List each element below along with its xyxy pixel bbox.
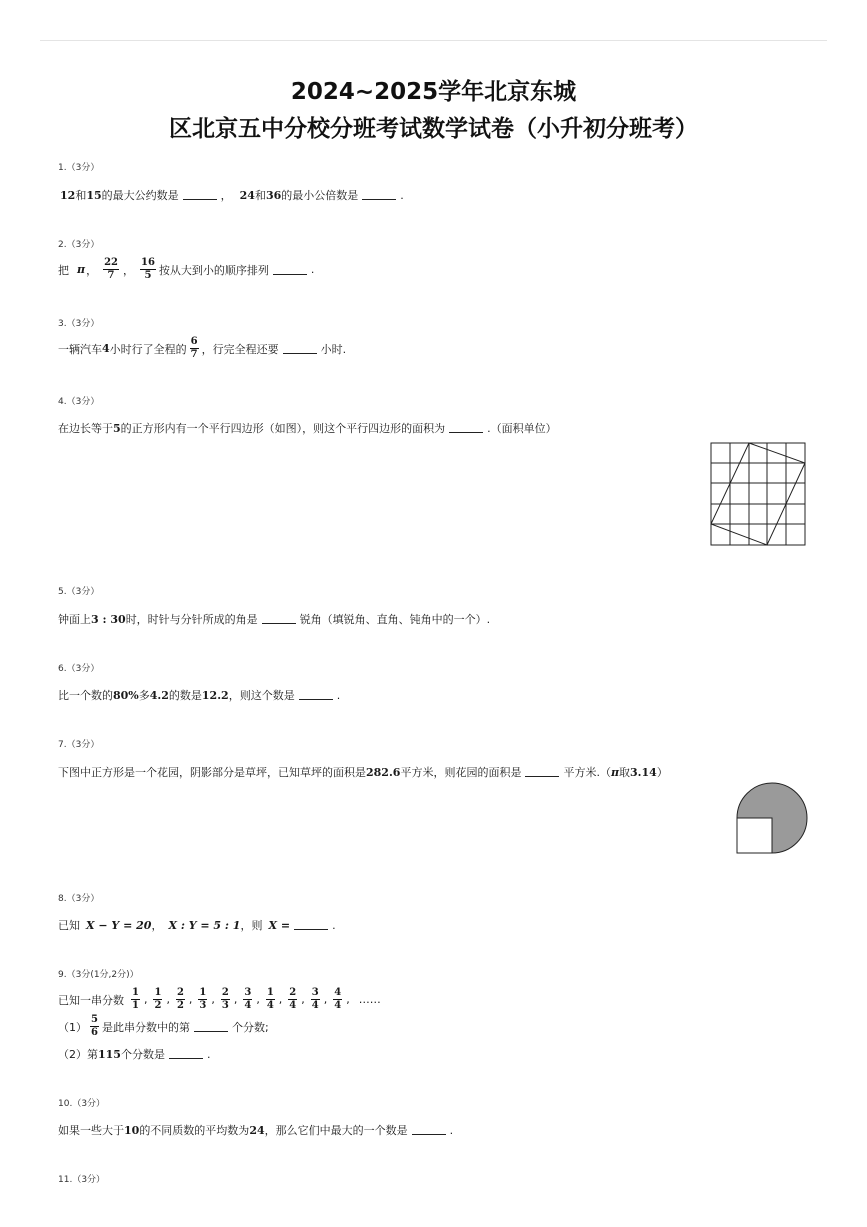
q9-part2-label: （2）: [58, 1048, 87, 1061]
q9-fraction: $\frac{3}{4}$: [244, 987, 252, 1011]
q7-text: ）: [656, 766, 668, 779]
q6-num-12-2: 12.2: [201, 688, 229, 702]
question-7-body: [58, 764, 668, 780]
q10-num-24: 24: [249, 1123, 265, 1137]
q3-num-4: 4: [102, 342, 110, 355]
question-9-body: 已知一串分数 $\frac{1}{1}$ , $\frac{1}{2}$ , $\frac{2}{2}$ , $\frac{1}{3}$ , $\frac{2}{3}$ , $\frac{3}{4}$ , $\frac{1}{4}$ , $\frac{2}{4}$ , $\frac{3}{4}$ , $\frac{4}{4}$ , ……: [58, 987, 381, 1011]
question-8-header: 8.（3分）: [58, 894, 100, 904]
q1-num-24: 24: [239, 188, 255, 202]
q8-equation-3: X =: [268, 918, 291, 932]
q7-text: 取: [619, 766, 631, 779]
q6-text: 比一个数的: [58, 689, 113, 702]
question-10-header: 10.（3分）: [58, 1099, 106, 1109]
q10-num-10: 10: [124, 1123, 140, 1137]
q5-text: 锐角（填锐角、直角、钝角中的一个）.: [299, 613, 491, 626]
q7-num-282-6: 282.6: [366, 765, 401, 779]
q4-text: .（面积单位）: [487, 422, 557, 435]
q1-answer-blank-1[interactable]: [183, 198, 217, 200]
q9-fraction: $\frac{1}{1}$: [132, 987, 139, 1011]
q9-text: 个分数是: [120, 1048, 165, 1061]
question-3-body: [58, 336, 346, 361]
q4-text: 在边长等于: [58, 422, 113, 435]
q9-fraction: $\frac{2}{4}$: [289, 987, 297, 1011]
q1-text: ，: [220, 189, 232, 202]
q8-equation-2: X : Y = 5 : 1: [168, 918, 241, 932]
q6-text: .: [336, 688, 341, 702]
q6-text: ，则这个数是: [228, 689, 295, 702]
q4-num-5: 5: [113, 421, 121, 435]
q1-text: .: [400, 188, 404, 202]
q1-num-15: 15: [86, 188, 102, 202]
question-7-header: 7.（3分）: [58, 740, 100, 750]
q2-text: 把: [58, 263, 69, 277]
q3-text: 一辆汽车: [58, 342, 102, 356]
q1-num-36: 36: [265, 188, 282, 202]
q5-time: 3 : 30: [91, 612, 126, 626]
page-title-line1: 2024~2025学年北京东城: [290, 79, 577, 105]
q8-text: ，则: [240, 919, 263, 932]
q2-answer-blank[interactable]: [273, 273, 307, 275]
q9-fraction: $\frac{1}{2}$: [154, 987, 162, 1011]
q9-fraction: $\frac{3}{4}$: [311, 987, 319, 1011]
question-2-body: 把 π ， $\frac{22}{7}$ ， $\frac{16}{5}$ 按从大到小的顺序排列 .: [58, 257, 315, 281]
q8-text: .: [332, 918, 336, 932]
question-9-part-2: [58, 1046, 210, 1062]
question-3-header: 3.（3分）: [58, 319, 100, 329]
q3-text: 小时.: [320, 342, 347, 356]
q8-answer-blank[interactable]: [294, 928, 328, 930]
q7-text: 平方米，则花园的面积是: [400, 766, 522, 779]
q9-text: 个分数;: [231, 1020, 269, 1034]
q2-text: 按从大到小的顺序排列: [158, 263, 269, 277]
q5-text: 钟面上: [58, 613, 91, 626]
q9-part1-label: （1）: [58, 1020, 87, 1034]
q7-text: 平方米.（: [563, 766, 611, 779]
garden-lawn-figure: [735, 782, 809, 856]
question-6-body: [58, 687, 340, 703]
question-1-body: [60, 187, 404, 203]
q7-text: 下图中正方形是一个花园，阴影部分是草坪，已知草坪的面积是: [58, 766, 366, 779]
q1-answer-blank-2[interactable]: [362, 198, 396, 200]
q6-text: 多: [138, 689, 150, 702]
q4-text: 的正方形内有一个平行四边形（如图），则这个平行四边形的面积为: [120, 422, 446, 435]
q9-text: .: [206, 1047, 211, 1061]
q1-text: 和: [75, 189, 87, 202]
q4-answer-blank[interactable]: [449, 431, 483, 433]
q2-fraction-16-5: $\frac{16}{5}$: [140, 257, 155, 281]
q9-fraction: $\frac{2}{3}$: [221, 987, 229, 1011]
top-divider: [40, 40, 827, 41]
question-1-header: 1.（3分）: [58, 163, 100, 173]
question-8-body: [58, 917, 336, 933]
q9-text: 第: [87, 1048, 98, 1061]
q10-answer-blank[interactable]: [412, 1133, 446, 1135]
q3-text: 小时行了全程的: [109, 342, 187, 356]
q9-text: 是此串分数中的第: [101, 1020, 190, 1034]
q10-text: .: [449, 1123, 454, 1137]
q6-answer-blank[interactable]: [299, 698, 333, 700]
q9-text: 已知一串分数: [58, 993, 124, 1007]
q5-answer-blank[interactable]: [262, 622, 296, 624]
q9-part1-answer-blank[interactable]: [194, 1030, 228, 1032]
question-9-header: 9.（3分(1分,2分)）: [58, 970, 139, 980]
question-4-body: [58, 420, 557, 436]
question-10-body: [58, 1122, 453, 1138]
question-11-header: 11.（3分）: [58, 1175, 106, 1185]
q10-text: 如果一些大于: [58, 1124, 124, 1137]
q10-text: ，那么它们中最大的一个数是: [264, 1124, 408, 1137]
q9-part1-fraction: $\frac{5}{6}$: [91, 1014, 98, 1038]
q5-text: 时，时针与分针所成的角是: [125, 613, 258, 626]
q9-fraction: $\frac{1}{3}$: [199, 987, 207, 1011]
q3-fraction-6-7: $\frac{6}{7}$: [190, 336, 198, 360]
question-5-header: 5.（3分）: [58, 587, 100, 597]
q6-num-4-2: 4.2: [149, 688, 169, 702]
q1-num-12: 12: [60, 188, 76, 202]
q3-text: ，行完全程还要: [201, 342, 279, 356]
q10-text: 的不同质数的平均数为: [139, 1124, 250, 1137]
q8-text: ，: [151, 919, 163, 932]
question-2-header: 2.（3分）: [58, 240, 100, 250]
grid-parallelogram-figure: [710, 442, 807, 546]
q3-answer-blank[interactable]: [283, 352, 317, 354]
q1-text: 和: [254, 189, 266, 202]
q9-fraction: $\frac{2}{2}$: [176, 987, 184, 1011]
q7-answer-blank[interactable]: [525, 775, 559, 777]
page-title-line2: 区北京五中分校分班考试数学试卷（小升初分班考）: [169, 116, 698, 142]
q9-fraction: $\frac{1}{4}$: [266, 987, 274, 1011]
q9-ellipsis: ……: [358, 993, 381, 1006]
q8-equation-1: X − Y = 20: [86, 918, 152, 932]
q9-part2-answer-blank[interactable]: [169, 1057, 203, 1059]
q9-num-115: 115: [98, 1047, 121, 1061]
question-6-header: 6.（3分）: [58, 664, 100, 674]
q2-pi: π: [77, 263, 86, 276]
q6-text: 的数是: [168, 689, 202, 702]
question-5-body: [58, 611, 490, 627]
q9-fraction: $\frac{4}{4}$: [334, 987, 342, 1011]
q7-pi: π: [610, 765, 620, 779]
q2-fraction-22-7: $\frac{22}{7}$: [104, 257, 118, 281]
q6-num-80pct: 80%: [113, 688, 139, 702]
q7-num-3-14: 3.14: [630, 765, 657, 779]
q2-text: .: [310, 263, 315, 276]
question-9-part-1: [58, 1014, 269, 1039]
q1-text: 的最大公约数是: [101, 189, 179, 202]
q8-text: 已知: [58, 919, 80, 932]
question-4-header: 4.（3分）: [58, 397, 100, 407]
q1-text: 的最小公倍数是: [281, 189, 359, 202]
